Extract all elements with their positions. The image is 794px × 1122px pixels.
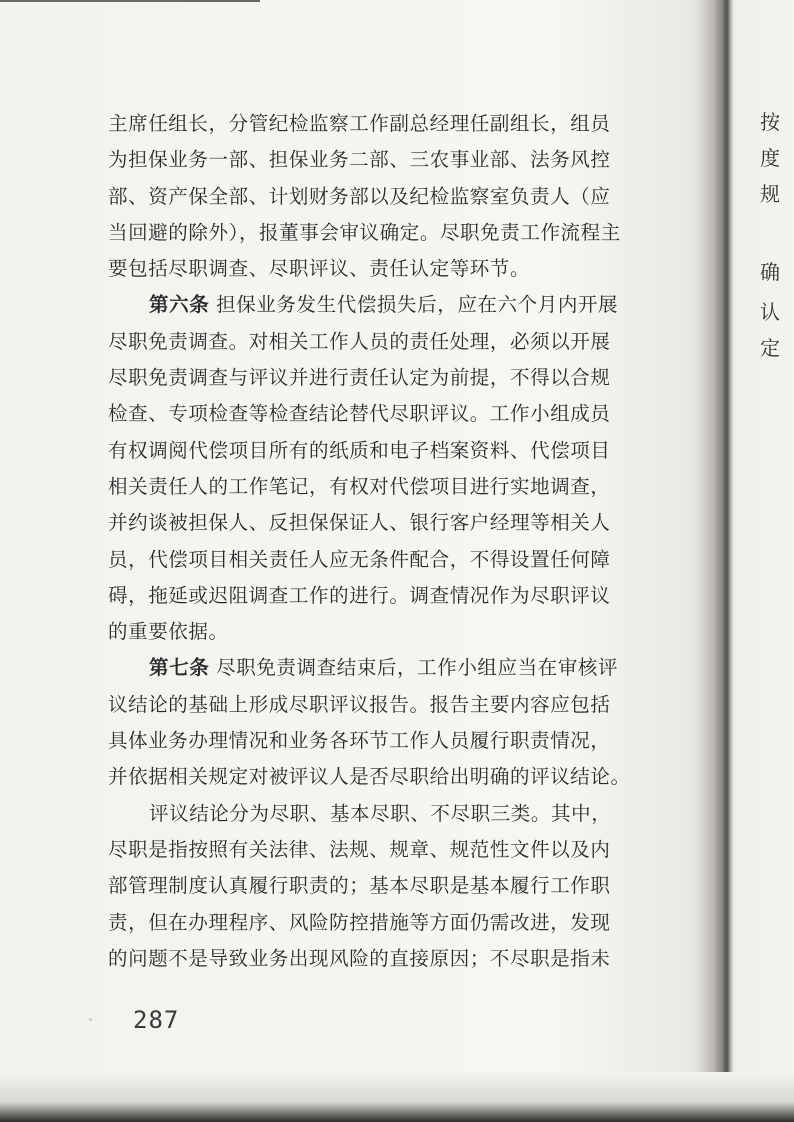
page-number: 287 — [133, 1006, 180, 1034]
body-text — [108, 106, 656, 977]
text-line: 的重要依据。 — [108, 620, 229, 644]
text-line: 要包括尽职调查、尽职评议、责任认定等环节。 — [108, 257, 531, 281]
text-line: 尽职免责调查。对相关工作人员的责任处理，必须以开展 — [108, 329, 611, 353]
text-line: 并约谈被担保人、反担保保证人、银行客户经理等相关人 — [108, 511, 611, 535]
text-line: 碍，拖延或迟阻调查工作的进行。调查情况作为尽职评议 — [108, 583, 611, 607]
text-line: 尽职免责调查结束后，工作小组应当在审核评 — [216, 656, 619, 680]
text-line: 为担保业务一部、担保业务二部、三农事业部、法务风控 — [108, 148, 611, 172]
text-line: 有权调阅代偿项目所有的纸质和电子档案资料、代偿项目 — [108, 438, 611, 462]
text-line: 尽职是指按照有关法律、法规、规章、规范性文件以及内 — [108, 837, 611, 861]
text-line: 责，但在办理程序、风险防控措施等方面仍需改进，发现 — [108, 910, 611, 934]
text-line: 检查、专项检查等检查结论替代尽职评议。工作小组成员 — [108, 402, 611, 426]
next-page-fragment: 按 — [760, 110, 780, 134]
page-bottom-edge — [0, 1072, 794, 1122]
text-line: 部管理制度认真履行职责的；基本尽职是基本履行工作职 — [108, 874, 611, 898]
text-line: 议结论的基础上形成尽职评议报告。报告主要内容应包括 — [108, 692, 611, 716]
text-line: 主席任组长，分管纪检监察工作副总经理任副组长，组员 — [108, 112, 611, 135]
gutter-shadow — [690, 0, 730, 1122]
text-line: 评议结论分为尽职、基本尽职、不尽职三类。其中， — [149, 801, 612, 825]
text-line: 具体业务办理情况和业务各环节工作人员履行职责情况， — [108, 729, 611, 753]
article-heading: 第六条 — [149, 293, 210, 317]
top-rule — [0, 0, 260, 2]
text-line: 员，代偿项目相关责任人应无条件配合，不得设置任何障 — [108, 547, 611, 571]
next-page-fragment: 度 — [760, 146, 780, 170]
article-7-first-line — [108, 650, 656, 686]
next-page-fragment: 确 — [760, 260, 780, 284]
text-line: 当回避的除外），报董事会审议确定。尽职免责工作流程主 — [108, 220, 621, 244]
next-page-fragment: 认 — [760, 300, 780, 324]
margin-mark: ◦ — [88, 1016, 94, 1026]
next-page-edge — [760, 0, 794, 1000]
text-line: 担保业务发生代偿损失后，应在六个月内开展 — [216, 293, 619, 317]
text-line: 尽职免责调查与评议并进行责任认定为前提，不得以合规 — [108, 366, 611, 390]
text-line: 并依据相关规定对被评议人是否尽职给出明确的评议结论。 — [108, 765, 631, 789]
next-page-fragment: 定 — [760, 336, 780, 360]
text-line: 部、资产保全部、计划财务部以及纪检监察室负责人（应 — [108, 184, 611, 208]
article-6-first-line — [108, 287, 656, 323]
next-page-fragment: 规 — [760, 182, 780, 206]
text-line: 的问题不是导致业务出现风险的直接原因；不尽职是指未 — [108, 946, 611, 970]
article-heading: 第七条 — [149, 656, 210, 680]
text-line: 相关责任人的工作笔记，有权对代偿项目进行实地调查， — [108, 474, 611, 498]
